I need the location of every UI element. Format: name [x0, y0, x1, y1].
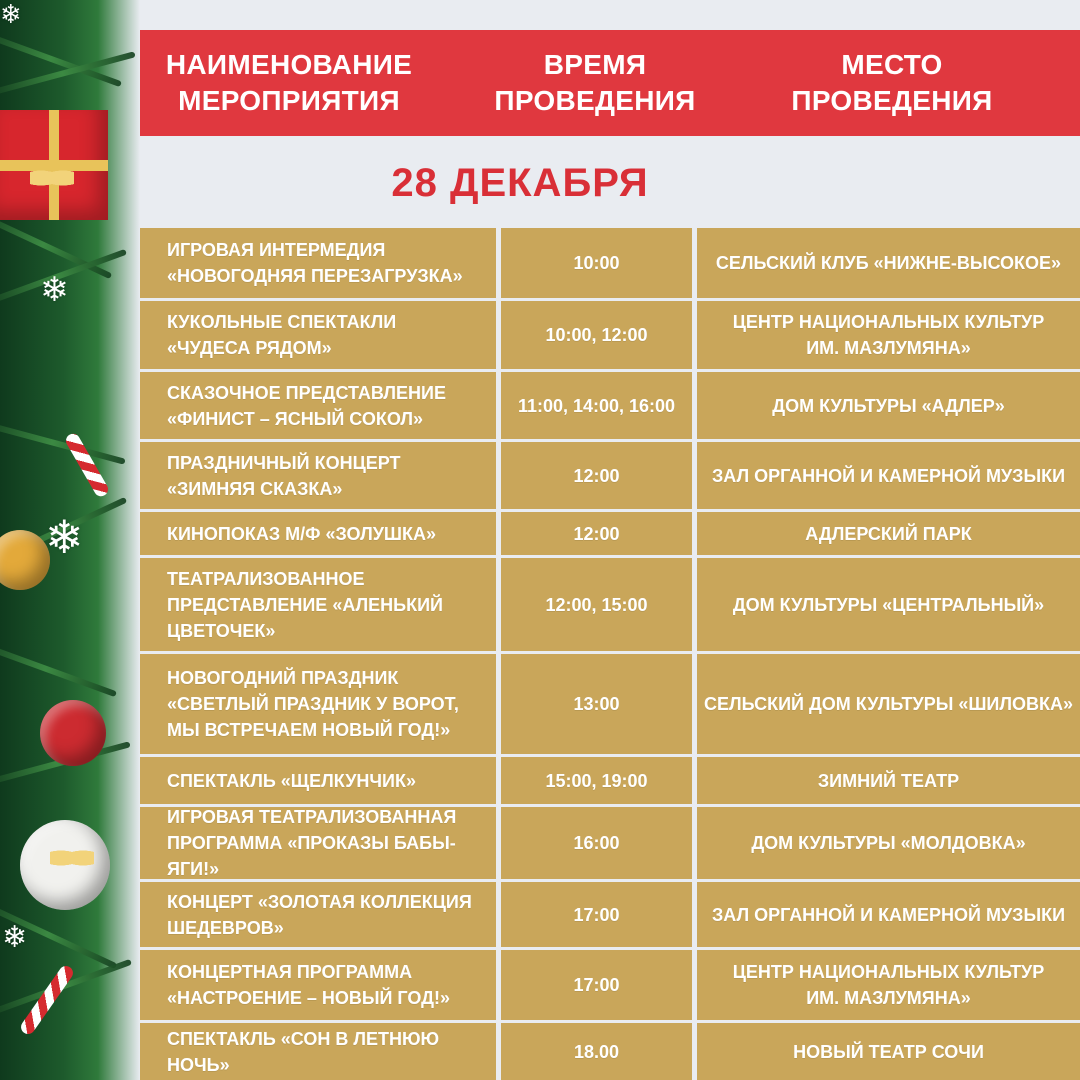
event-place: ДОМ КУЛЬТУРЫ «ЦЕНТРАЛЬНЫЙ»	[732, 594, 1045, 615]
event-time: 12:00	[573, 465, 620, 486]
event-place: ДОМ КУЛЬТУРЫ «МОЛДОВКА»	[751, 833, 1026, 853]
christmas-garland-decoration	[0, 0, 140, 1080]
event-time: 18.00	[573, 1041, 620, 1062]
event-place: СЕЛЬСКИЙ ДОМ КУЛЬТУРЫ «ШИЛОВКА»	[704, 694, 1073, 714]
event-name-cell	[140, 228, 496, 298]
event-time: 17:00	[573, 975, 620, 995]
event-name: КОНЦЕРТ «ЗОЛОТАЯ КОЛЛЕКЦИЯ ШЕДЕВРОВ»	[167, 891, 472, 938]
event-place: НОВЫЙ ТЕАТР СОЧИ	[793, 1041, 984, 1062]
event-place-cell	[697, 301, 1080, 369]
table-row	[140, 558, 1080, 651]
event-place-cell	[697, 442, 1080, 509]
event-name: ИГРОВАЯ ИНТЕРМЕДИЯ «НОВОГОДНЯЯ ПЕРЕЗАГРУЗКА»	[167, 240, 463, 286]
table-row	[140, 512, 1080, 555]
gold-bow-icon	[50, 845, 94, 871]
event-place-cell	[697, 654, 1080, 754]
table-row	[140, 1023, 1080, 1080]
table-row	[140, 228, 1080, 298]
event-time-cell	[501, 228, 692, 298]
event-place: СЕЛЬСКИЙ КЛУБ «НИЖНЕ-ВЫСОКОЕ»	[715, 253, 1062, 273]
event-time-cell	[501, 757, 692, 804]
event-time-cell	[501, 807, 692, 879]
event-time-cell	[501, 654, 692, 754]
event-name: ИГРОВАЯ ТЕАТРАЛИЗОВАННАЯ ПРОГРАММА «ПРОКАЗЫ БАБЫ-ЯГИ!»	[167, 807, 457, 879]
snowflake-icon: ❄	[0, 0, 22, 30]
table-row	[140, 654, 1080, 754]
table-row	[140, 372, 1080, 439]
event-time: 17:00	[573, 904, 620, 925]
event-place: ЦЕНТР НАЦИОНАЛЬНЫХ КУЛЬТУР ИМ. МАЗЛУМЯНА»	[732, 962, 1045, 1008]
event-place-cell	[697, 512, 1080, 555]
snowflake-icon: ❄	[40, 270, 69, 310]
event-name: ПРАЗДНИЧНЫЙ КОНЦЕРТ «ЗИМНЯЯ СКАЗКА»	[167, 452, 401, 499]
event-name-cell	[140, 807, 496, 879]
event-name-cell	[140, 372, 496, 439]
event-time-cell	[501, 1023, 692, 1080]
snowflake-icon: ❄	[2, 920, 28, 955]
event-place: ЗАЛ ОРГАННОЙ И КАМЕРНОЙ МУЗЫКИ	[711, 904, 1066, 925]
event-name-cell	[140, 558, 496, 651]
event-name-cell	[140, 882, 496, 947]
event-time: 11:00, 14:00, 16:00	[517, 395, 676, 416]
event-name: КОНЦЕРТНАЯ ПРОГРАММА «НАСТРОЕНИЕ – НОВЫЙ ГОД!»	[167, 962, 450, 1008]
event-name-cell	[140, 442, 496, 509]
event-name-cell	[140, 950, 496, 1020]
table-row	[140, 807, 1080, 879]
event-place-cell	[697, 882, 1080, 947]
event-place-cell	[697, 1023, 1080, 1080]
event-time-cell	[501, 950, 692, 1020]
event-name: ТЕАТРАЛИЗОВАННОЕ ПРЕДСТАВЛЕНИЕ «АЛЕНЬКИЙ ЦВЕТОЧЕК»	[167, 568, 443, 641]
event-time: 12:00, 15:00	[545, 594, 648, 615]
event-time-cell	[501, 512, 692, 555]
snowflake-icon: ❄	[45, 510, 84, 564]
candy-cane-icon	[63, 431, 110, 499]
event-time-cell	[501, 558, 692, 651]
event-time-cell	[501, 882, 692, 947]
event-time-cell	[501, 301, 692, 369]
event-place: ЗИМНИЙ ТЕАТР	[817, 770, 960, 791]
red-ornament-icon	[40, 700, 106, 766]
event-place: ЦЕНТР НАЦИОНАЛЬНЫХ КУЛЬТУР ИМ. МАЗЛУМЯНА»	[732, 312, 1045, 358]
event-time-cell	[501, 442, 692, 509]
event-place-cell	[697, 807, 1080, 879]
event-name-cell	[140, 654, 496, 754]
event-name: СПЕКТАКЛЬ «СОН В ЛЕТНЮЮ НОЧЬ»	[167, 1028, 440, 1075]
event-place: ДОМ КУЛЬТУРЫ «АДЛЕР»	[772, 395, 1005, 416]
event-name-cell	[140, 1023, 496, 1080]
event-place-cell	[697, 372, 1080, 439]
event-name: НОВОГОДНИЙ ПРАЗДНИК «СВЕТЛЫЙ ПРАЗДНИК У ВОРОТ, МЫ ВСТРЕЧАЕМ НОВЫЙ ГОД!»	[167, 668, 459, 740]
event-place-cell	[697, 950, 1080, 1020]
table-row	[140, 301, 1080, 369]
event-time: 12:00	[573, 523, 620, 544]
event-place-cell	[697, 558, 1080, 651]
event-name: СПЕКТАКЛЬ «ЩЕЛКУНЧИК»	[167, 770, 416, 791]
event-name-cell	[140, 512, 496, 555]
event-place-cell	[697, 757, 1080, 804]
table-header	[140, 30, 1080, 136]
event-time: 13:00	[573, 694, 620, 714]
header-event-time: ВРЕМЯ ПРОВЕДЕНИЯ	[494, 49, 696, 116]
event-name: КУКОЛЬНЫЕ СПЕКТАКЛИ «ЧУДЕСА РЯДОМ»	[167, 312, 397, 358]
event-time: 10:00, 12:00	[545, 325, 648, 345]
header-event-name: НАИМЕНОВАНИЕ МЕРОПРИЯТИЯ	[165, 49, 413, 116]
event-time: 10:00	[573, 253, 620, 273]
date-heading: 28 ДЕКАБРЯ	[391, 160, 649, 205]
event-place-cell	[697, 228, 1080, 298]
event-time: 15:00, 19:00	[545, 770, 648, 791]
table-row	[140, 950, 1080, 1020]
table-row	[140, 442, 1080, 509]
header-event-place: МЕСТО ПРОВЕДЕНИЯ	[791, 49, 993, 116]
event-time-cell	[501, 372, 692, 439]
event-name-cell	[140, 757, 496, 804]
table-row	[140, 757, 1080, 804]
event-name: СКАЗОЧНОЕ ПРЕДСТАВЛЕНИЕ «ФИНИСТ – ЯСНЫЙ СОКОЛ»	[167, 382, 446, 429]
event-name: КИНОПОКАЗ М/Ф «ЗОЛУШКА»	[167, 523, 436, 544]
event-place: АДЛЕРСКИЙ ПАРК	[805, 523, 972, 544]
event-time: 16:00	[573, 833, 620, 853]
table-row	[140, 882, 1080, 947]
event-place: ЗАЛ ОРГАННОЙ И КАМЕРНОЙ МУЗЫКИ	[711, 465, 1066, 486]
schedule-board	[140, 0, 1080, 1080]
gold-bow-icon	[30, 165, 74, 191]
event-name-cell	[140, 301, 496, 369]
